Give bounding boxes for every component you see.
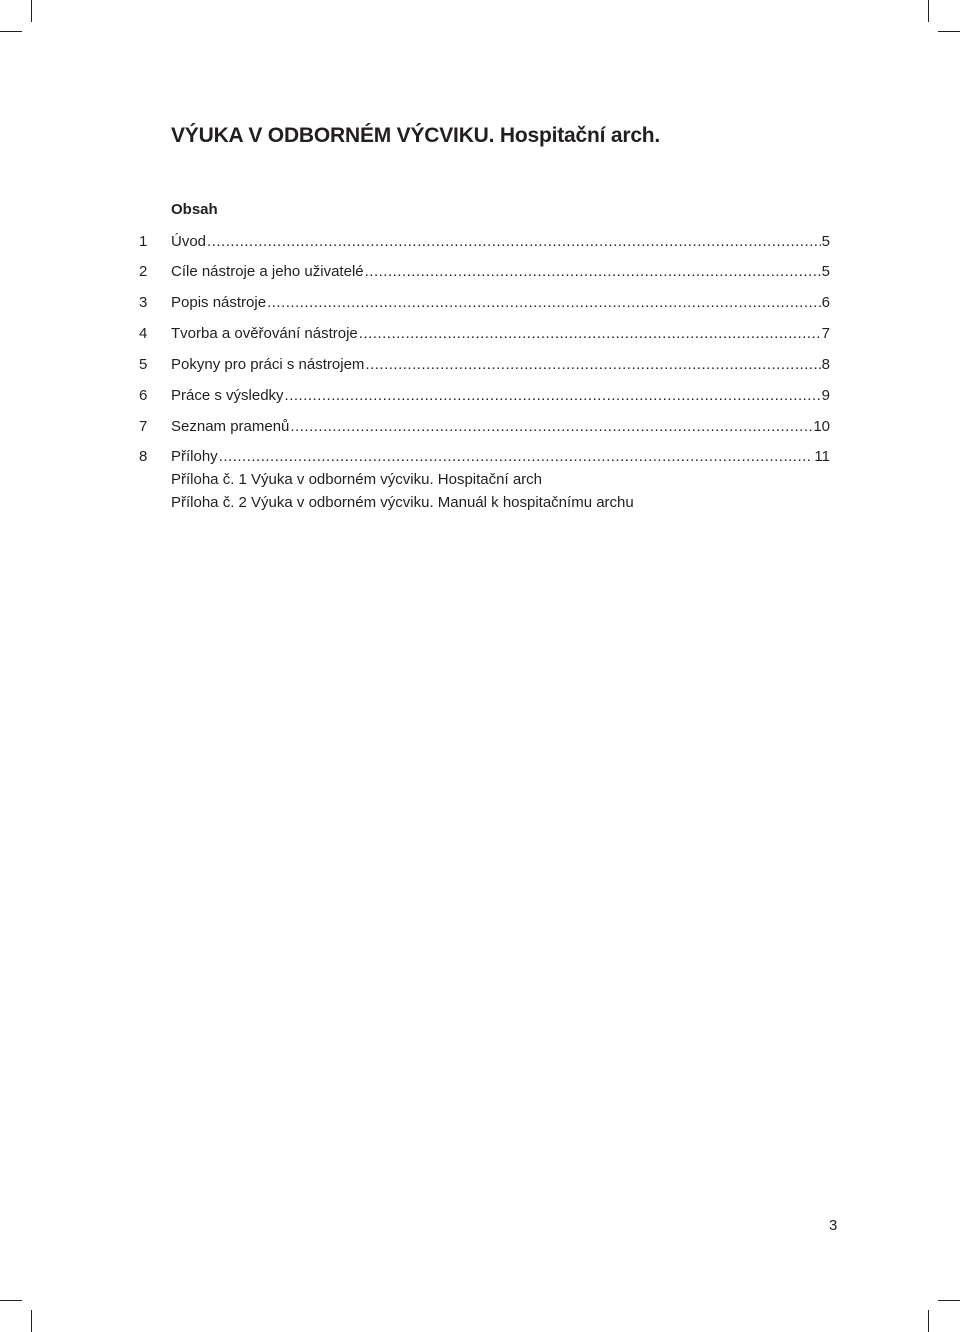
appendix-item[interactable]: Příloha č. 1 Výuka v odborném výcviku. Hospitační arch (171, 471, 543, 488)
crop-mark-bottom-left-vertical (31, 1310, 32, 1332)
toc-entry[interactable] (139, 293, 830, 313)
toc-heading: Obsah (171, 201, 218, 218)
toc-entry-page: 9 (821, 387, 830, 404)
toc-leader-dots (267, 293, 821, 313)
toc-entry-text: Pokyny pro práci s nástrojem (171, 356, 365, 373)
toc-entry-text: Cíle nástroje a jeho uživatelé (171, 263, 364, 280)
toc-leader-dots (285, 386, 821, 406)
toc-entry-text: Popis nástroje (171, 294, 267, 311)
toc-entry-number: 2 (139, 263, 148, 280)
toc-entry-number: 3 (139, 294, 148, 311)
toc-entry-text: Práce s výsledky (171, 387, 284, 404)
crop-mark-top-right-vertical (928, 0, 929, 22)
toc-entry-number: 4 (139, 325, 148, 342)
toc-entry-page: 8 (821, 356, 830, 373)
toc-entry-page: 10 (813, 418, 830, 435)
toc-entry-number: 6 (139, 387, 148, 404)
toc-entry-number: 1 (139, 233, 148, 250)
toc-leader-dots (365, 355, 820, 375)
crop-mark-bottom-right-vertical (928, 1310, 929, 1332)
toc-leader-dots (365, 262, 821, 282)
toc-leader-dots (359, 324, 821, 344)
page-number: 3 (829, 1217, 838, 1234)
toc-entry[interactable] (139, 447, 830, 467)
toc-entry-number: 8 (139, 448, 148, 465)
toc-entry-page: 7 (821, 325, 830, 342)
toc-leader-dots (207, 232, 821, 252)
toc-entry-number: 7 (139, 418, 148, 435)
document-title: VÝUKA V ODBORNÉM VÝCVIKU. Hospitační arch. (171, 124, 661, 147)
crop-mark-bottom-left-horizontal (0, 1300, 22, 1301)
toc-entry[interactable] (139, 355, 830, 375)
toc-entry-page: 11 (814, 448, 830, 465)
toc-entry-page: 6 (821, 294, 830, 311)
toc-leader-dots (290, 417, 812, 437)
toc-entry[interactable] (139, 324, 830, 344)
crop-mark-top-left-vertical (31, 0, 32, 22)
toc-entry-text: Tvorba a ověřování nástroje (171, 325, 358, 342)
crop-mark-bottom-right-horizontal (938, 1300, 960, 1301)
toc-entry[interactable] (139, 417, 830, 437)
toc-entry-number: 5 (139, 356, 148, 373)
appendix-item[interactable]: Příloha č. 2 Výuka v odborném výcviku. Manuál k hospitačnímu archu (171, 494, 634, 511)
toc-entry-page: 5 (821, 263, 830, 280)
crop-mark-top-left-horizontal (0, 31, 22, 32)
toc-entry-text: Úvod (171, 233, 207, 250)
toc-entry[interactable] (139, 386, 830, 406)
toc-leader-dots (219, 447, 814, 467)
toc-entry[interactable] (139, 262, 830, 282)
toc-entry-text: Seznam pramenů (171, 418, 290, 435)
crop-mark-top-right-horizontal (938, 31, 960, 32)
toc-entry-text: Přílohy (171, 448, 218, 465)
toc-entry-page: 5 (821, 233, 830, 250)
toc-entry[interactable] (139, 232, 830, 252)
